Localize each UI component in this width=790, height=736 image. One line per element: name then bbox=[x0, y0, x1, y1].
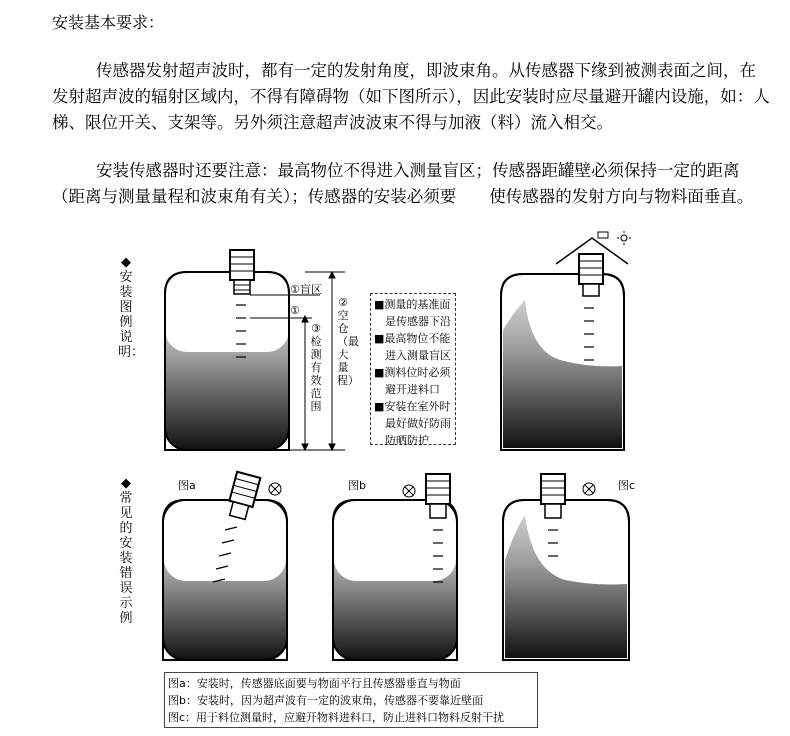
label-marker-1: ① bbox=[290, 304, 300, 317]
note-line: ■最高物位不能 bbox=[374, 332, 451, 345]
sensor-icon bbox=[579, 254, 603, 296]
sensor-icon bbox=[541, 474, 565, 518]
note-line: ■安装在室外时 bbox=[374, 400, 451, 413]
caption-b: 图b：安装时，因为超声波有一定的波束角，传感器不要靠近壁面 bbox=[168, 694, 483, 707]
tank-diagram-error-c bbox=[503, 474, 629, 660]
installation-legend-label: ◆安装图例说明： bbox=[118, 255, 145, 360]
section-title: 安装基本要求： bbox=[52, 13, 165, 32]
figure-tag-a: 图a bbox=[178, 479, 196, 492]
label-effective-range: ③检测有效范围 bbox=[310, 322, 322, 413]
note-line: 最好做好防雨 bbox=[374, 417, 451, 430]
figure-tag-c: 图c bbox=[618, 479, 636, 492]
note-line: 避开进料口 bbox=[374, 383, 440, 396]
figure-captions-box bbox=[164, 672, 538, 728]
sensor-icon bbox=[426, 474, 450, 518]
tank-diagram-error-a bbox=[163, 472, 287, 660]
caption-c: 图c：用于料位测量时，应避开物料进料口，防止进料口物料反射干扰 bbox=[168, 711, 505, 724]
note-line: ■测量的基准面 bbox=[374, 298, 451, 311]
figure-tag-b: 图b bbox=[348, 479, 366, 492]
caption-a: 图a：安装时，传感器底面要与物面平行且传感器垂直与物面 bbox=[168, 677, 461, 690]
common-errors-label: ◆常见的安装错误示例 bbox=[119, 476, 133, 626]
weather-icon bbox=[598, 231, 631, 245]
sensor-icon bbox=[230, 250, 254, 294]
paragraph-1-text: 传感器发射超声波时，都有一定的发射角度，即波束角。从传感器下缘到被测表面之间，在发射超声波的辐射区域内，不得有障碍物（如下图所示），因此安装时应尽量避开罐内设施，如：人梯、限位开关、支架等。另外须注意超声波波束不得与加液（料）流入相交。 bbox=[52, 61, 770, 132]
wrong-mark-icon bbox=[583, 483, 595, 495]
paragraph-2-text: 安装传感器时还要注意：最高物位不得进入测量盲区；传感器距罐壁必须保持一定的距离（距离与测量量程和波束角有关）；传感器的安装必须要 使传感器的发射方向与物料面垂直。 bbox=[52, 161, 754, 206]
note-line: 进入测量盲区 bbox=[374, 349, 451, 362]
note-line: 是传感器下沿 bbox=[374, 315, 451, 328]
label-empty-tank-range: ②空仓（最大量程） bbox=[337, 296, 359, 387]
wrong-mark-icon bbox=[403, 485, 415, 497]
label-blind-zone: ①盲区 bbox=[290, 283, 322, 296]
note-line: ■测料位时必须 bbox=[374, 366, 451, 379]
tank-diagram-outdoor bbox=[501, 231, 631, 450]
installation-notes-box bbox=[370, 293, 456, 445]
tank-diagram-error-b bbox=[333, 474, 457, 660]
note-line: 防晒防护 bbox=[374, 434, 429, 447]
wrong-mark-icon bbox=[269, 483, 281, 495]
